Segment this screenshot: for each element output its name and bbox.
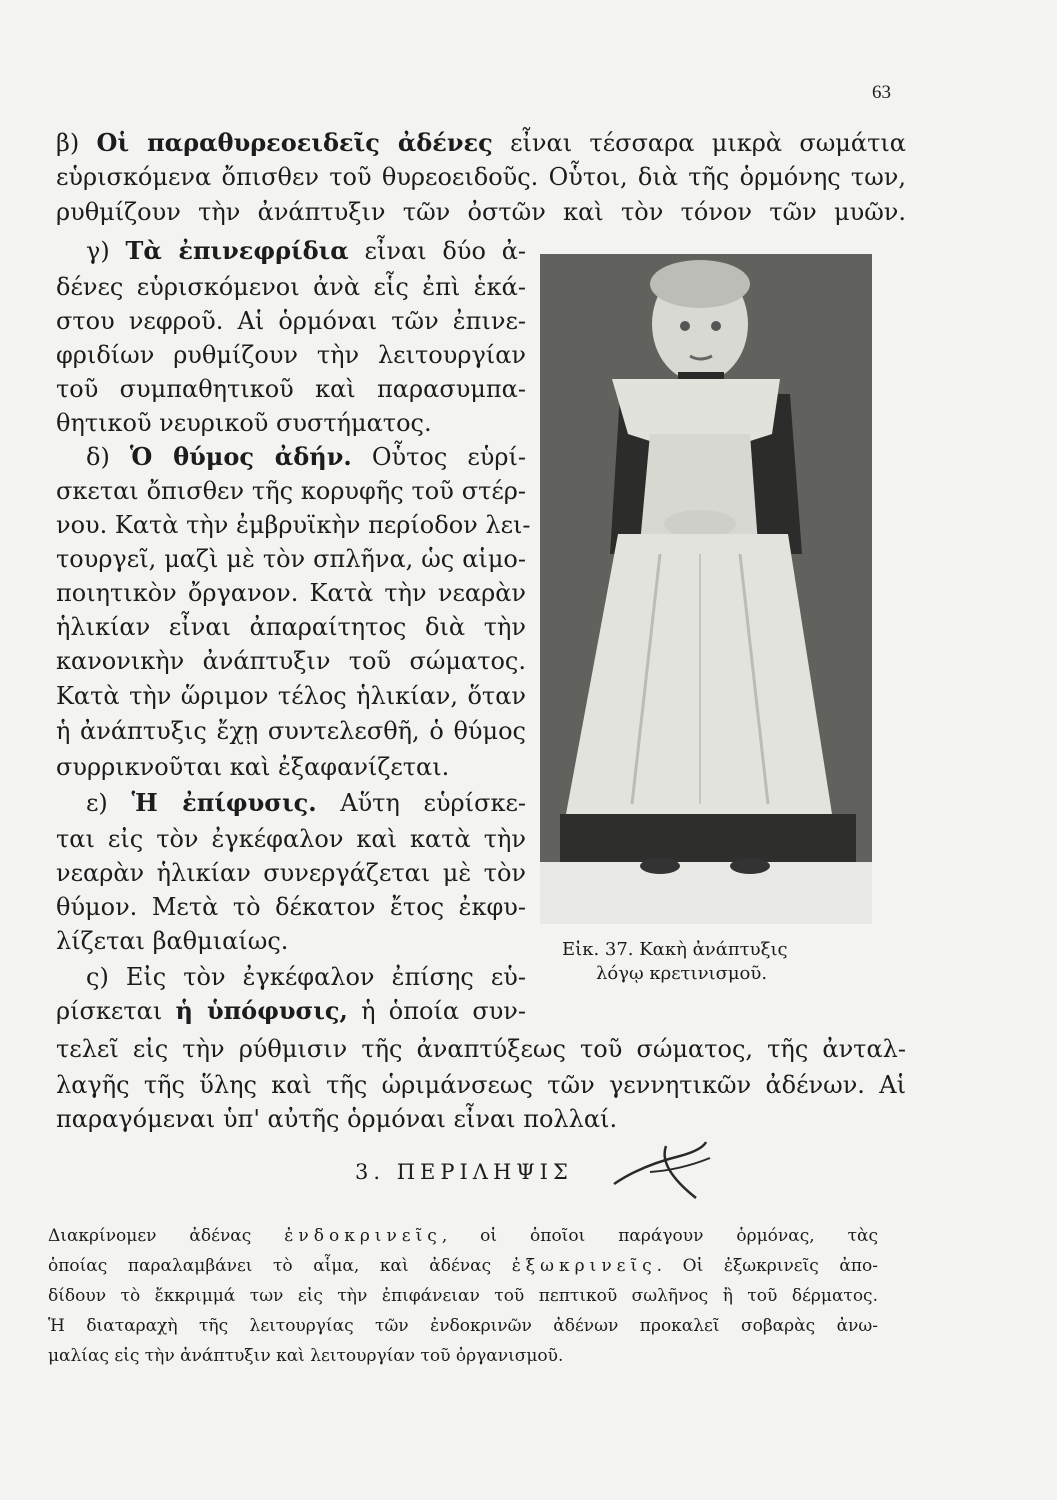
paragraph-line: λαγῆς τῆς ὕλης καὶ τῆς ὡριμάνσεως τῶν γεννητικῶν ἀδένων. Αἱ [56, 1071, 906, 1099]
paragraph-line: παραγόμεναι ὑπ' αὐτῆς ὁρμόναι εἶναι πολλαί. [56, 1105, 618, 1133]
paragraph-line: ε) Ἡ ἐπίφυσις. Αὕτη εὑρίσκε- [86, 788, 526, 817]
paragraph-line: γ) Τὰ ἐπινεφρίδια εἶναι δύο ἀ- [86, 236, 527, 265]
paragraph-line: ς) Εἰς τὸν ἐγκέφαλον ἐπίσης εὑ- [86, 963, 526, 991]
paragraph-line: ται εἰς τὸν ἐγκέφαλον καὶ κατὰ τὴν [56, 825, 526, 853]
paragraph-line: τουργεῖ, μαζὶ μὲ τὸν σπλῆνα, ὡς αἱμο- [56, 545, 526, 573]
paragraph-line: φριδίων ρυθμίζουν τὴν λειτουργίαν [56, 341, 526, 369]
paragraph-line: δ) Ὁ θύμος ἀδήν. Οὗτος εὑρί- [86, 442, 527, 471]
summary-line: μαλίας εἰς τὴν ἀνάπτυξιν καὶ λειτουργίαν τοῦ ὀργανισμοῦ. [48, 1346, 564, 1366]
summary-line: ὁποίας παραλαμβάνει τὸ αἷμα, καὶ ἀδένας ἐξωκρινεῖς. Οἱ ἐξωκρινεῖς ἀπο- [48, 1256, 878, 1276]
paragraph-line: εὑρισκόμενα ὄπισθεν τοῦ θυρεοειδοῦς. Οὗτοι, διὰ τῆς ὁρμόνης των, [56, 163, 906, 191]
caption-line: λόγῳ κρετινισμοῦ. [596, 963, 768, 984]
paragraph-line: τελεῖ εἰς τὴν ρύθμισιν τῆς ἀναπτύξεως τοῦ σώματος, τῆς ἀνταλ- [56, 1035, 906, 1063]
child-photo-illustration [540, 254, 872, 924]
figure-caption [562, 938, 788, 986]
paragraph-line: Κατὰ τὴν ὥριμον τέλος ἡλικίαν, ὅταν [56, 682, 526, 710]
paragraph-line: νεαρὰν ἡλικίαν συνεργάζεται μὲ τὸν [56, 859, 526, 887]
paragraph-line: δένες εὑρισκόμενοι ἀνὰ εἷς ἐπὶ ἑκά- [56, 273, 526, 301]
summary-line: Διακρίνομεν ἀδένας ἐνδοκρινεῖς, οἱ ὁποῖοι παράγουν ὁρμόνας, τὰς [48, 1226, 878, 1246]
figure-photograph [540, 254, 872, 924]
handwritten-signature [610, 1138, 720, 1204]
paragraph-line: θητικοῦ νευρικοῦ συστήματος. [56, 409, 432, 437]
paragraph-line: νου. Κατὰ τὴν ἐμβρυϊκὴν περίοδον λει- [56, 511, 531, 539]
paragraph-line: ρυθμίζουν τὴν ἀνάπτυξιν τῶν ὀστῶν καὶ τὸν τόνον τῶν μυῶν. [56, 198, 906, 226]
paragraph-line: σκεται ὄπισθεν τῆς κορυφῆς τοῦ στέρ- [56, 477, 526, 505]
paragraph-line: β) Οἱ παραθυρεοειδεῖς ἀδένες εἶναι τέσσαρα μικρὰ σωμάτια [56, 128, 906, 157]
paragraph-line: ρίσκεται ἡ ὑπόφυσις, ἡ ὁποία συν- [56, 996, 527, 1025]
summary-line: Ἡ διαταραχὴ τῆς λειτουργίας τῶν ἐνδοκρινῶν ἀδένων προκαλεῖ σοβαρὰς ἀνω- [48, 1316, 878, 1336]
section-heading: 3. ΠΕΡΙΛΗΨΙΣ [355, 1160, 573, 1184]
paragraph-line: θύμον. Μετὰ τὸ δέκατον ἔτος ἐκφυ- [56, 893, 526, 921]
paragraph-line: ἡ ἀνάπτυξις ἔχῃ συντελεσθῆ, ὁ θύμος [56, 717, 526, 745]
summary-line: δίδουν τὸ ἔκκριμμά των εἰς τὴν ἐπιφάνειαν τοῦ πεπτικοῦ σωλῆνος ἢ τοῦ δέρματος. [48, 1286, 878, 1306]
caption-line: Εἰκ. 37. Κακὴ ἀνάπτυξις [562, 939, 788, 960]
page-number: 63 [872, 82, 891, 103]
paragraph-line: στου νεφροῦ. Αἱ ὁρμόναι τῶν ἐπινε- [56, 307, 526, 335]
paragraph-line: τοῦ συμπαθητικοῦ καὶ παρασυμπα- [56, 375, 526, 403]
paragraph-line: ποιητικὸν ὄργανον. Κατὰ τὴν νεαρὰν [56, 579, 526, 607]
paragraph-line: κανονικὴν ἀνάπτυξιν τοῦ σώματος. [56, 647, 526, 675]
paragraph-line: ἡλικίαν εἶναι ἀπαραίτητος διὰ τὴν [56, 613, 526, 641]
paragraph-line: συρρικνοῦται καὶ ἐξαφανίζεται. [56, 753, 450, 781]
paragraph-line: λίζεται βαθμιαίως. [56, 927, 289, 955]
